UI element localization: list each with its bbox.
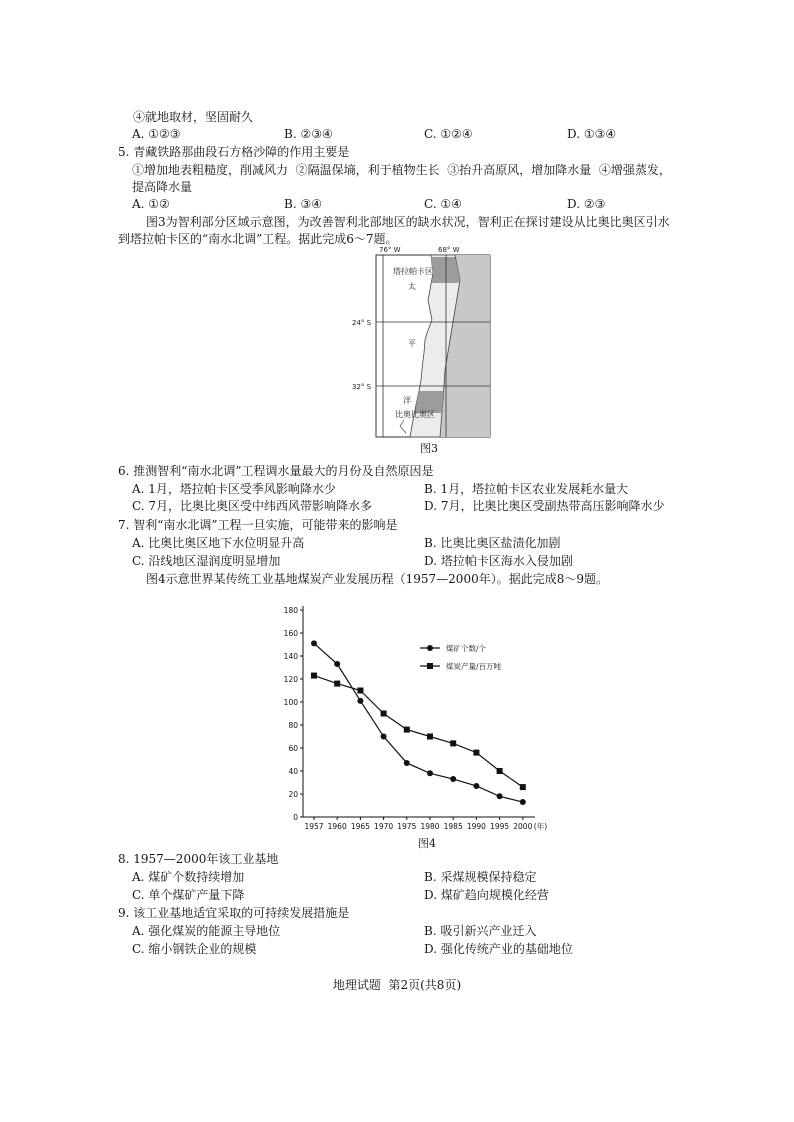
legend-marker — [427, 645, 433, 651]
q5-statements-continued: 提高降水量 — [132, 180, 193, 194]
data-point — [357, 688, 363, 694]
q9-option-b: B. 吸引新兴产业迁入 — [424, 924, 537, 938]
data-point — [334, 661, 340, 667]
q5-option-c: C. ①④ — [424, 197, 462, 211]
q8-option-c: C. 单个煤矿产量下降 — [132, 888, 245, 902]
q6-option-b: B. 1月，塔拉帕卡区农业发展耗水量大 — [424, 482, 629, 496]
data-point — [473, 783, 479, 789]
region-label-tarapaca: 塔拉帕卡区 — [393, 267, 433, 276]
data-point — [520, 799, 526, 805]
y-tick-label: 180 — [283, 606, 298, 615]
legend-label: 煤炭产量/百万吨 — [446, 662, 502, 671]
q5-statements: ①增加地表粗糙度，削减风力 ②隔温保墒，利于植物生长 ③抬升高原风，增加降水量 ④增强蒸发， — [132, 163, 671, 177]
data-point — [311, 640, 317, 646]
y-tick-label: 40 — [288, 767, 298, 776]
coal-industry-line-chart — [270, 598, 570, 836]
fig3-intro-line-1: 图3为智利部分区域示意图，为改善智利北部地区的缺水状况，智利正在探讨建设从比奥比奥区引水 — [146, 215, 670, 229]
q4-option-a: A. ①②③ — [132, 127, 181, 141]
series-line-2 — [314, 676, 523, 788]
page-footer: 地理试题 第2页(共8页) — [332, 978, 462, 992]
q6-option-a: A. 1月，塔拉帕卡区受季风影响降水少 — [132, 482, 336, 496]
y-tick-label: 80 — [288, 721, 298, 730]
ocean-label-char-1: 太 — [408, 282, 416, 291]
q5-option-b: B. ③④ — [284, 197, 322, 211]
x-tick-label: 2000 — [513, 822, 533, 831]
x-tick-label: 1990 — [466, 822, 486, 831]
y-tick-label: 0 — [293, 813, 298, 822]
data-point — [427, 734, 433, 740]
data-point — [450, 740, 456, 746]
data-point — [520, 784, 526, 790]
q8-option-b: B. 采煤规模保持稳定 — [424, 870, 537, 884]
q4-statement: ④就地取材，坚固耐久 — [133, 110, 254, 124]
x-tick-label: 1995 — [490, 822, 510, 831]
latitude-label-32s: 32° S — [352, 383, 372, 391]
q6-option-d: D. 7月，比奥比奥区受副热带高压影响降水少 — [424, 499, 665, 513]
y-tick-label: 140 — [283, 652, 298, 661]
q6-option-c: C. 7月，比奥比奥区受中纬西风带影响降水多 — [132, 499, 373, 513]
x-tick-label: 1960 — [327, 822, 347, 831]
x-axis-label: (年) — [533, 822, 548, 831]
y-tick-label: 100 — [283, 698, 298, 707]
y-tick-label: 160 — [283, 629, 298, 638]
x-tick-label: 1980 — [420, 822, 440, 831]
x-tick-label: 1970 — [374, 822, 394, 831]
q4-option-b: B. ②③④ — [284, 127, 333, 141]
tarapaca-region-area — [431, 257, 460, 283]
y-tick-label: 60 — [288, 744, 298, 753]
q9-option-d: D. 强化传统产业的基础地位 — [424, 942, 573, 956]
q7-option-b: B. 比奥比奥区盐渍化加剧 — [424, 536, 561, 550]
data-point — [497, 793, 503, 799]
latitude-label-24s: 24° S — [352, 319, 372, 327]
q5-stem: 5. 青藏铁路那曲段石方格沙障的作用主要是 — [118, 145, 350, 159]
data-point — [334, 681, 340, 687]
x-tick-label: 1975 — [397, 822, 417, 831]
longitude-label-76w: 76° W — [379, 246, 401, 254]
x-tick-label: 1985 — [443, 822, 463, 831]
fig3-intro-line-2: 到塔拉帕卡区的“南水北调”工程。据此完成6～7题。 — [118, 232, 398, 246]
data-point — [404, 727, 410, 733]
data-point — [381, 711, 387, 717]
chile-region-map — [350, 243, 500, 443]
data-point — [497, 768, 503, 774]
y-tick-label: 120 — [283, 675, 298, 684]
longitude-label-68w: 68° W — [438, 246, 460, 254]
q7-option-c: C. 沿线地区湿润度明显增加 — [132, 554, 281, 568]
y-tick-label: 20 — [288, 790, 298, 799]
q8-stem: 8. 1957—2000年该工业基地 — [118, 852, 279, 866]
q7-stem: 7. 智利“南水北调”工程一旦实施，可能带来的影响是 — [118, 518, 398, 532]
q8-option-d: D. 煤矿趋向规模化经营 — [424, 888, 549, 902]
figure-3-caption: 图3 — [420, 442, 438, 455]
figure-4-intro: 图4示意世界某传统工业基地煤炭产业发展历程（1957—2000年）。据此完成8～9题。 — [146, 572, 608, 586]
q5-option-d: D. ②③ — [567, 197, 606, 211]
q4-option-c: C. ①②④ — [424, 127, 473, 141]
q7-option-a: A. 比奥比奥区地下水位明显升高 — [132, 536, 305, 550]
legend-marker — [427, 663, 433, 669]
ocean-label-char-2: 平 — [408, 339, 416, 348]
q4-option-d: D. ①③④ — [567, 127, 617, 141]
x-tick-label: 1965 — [350, 822, 370, 831]
data-point — [311, 673, 317, 679]
data-point — [357, 698, 363, 704]
q5-option-a: A. ①② — [132, 197, 170, 211]
legend-label: 煤矿个数/个 — [446, 644, 487, 653]
q9-stem: 9. 该工业基地适宜采取的可持续发展措施是 — [118, 906, 350, 920]
q9-option-c: C. 缩小钢铁企业的规模 — [132, 942, 257, 956]
figure-4-caption: 图4 — [418, 837, 436, 850]
data-point — [473, 750, 479, 756]
x-tick-label: 1957 — [304, 822, 324, 831]
data-point — [404, 760, 410, 766]
ocean-label-char-3: 洋 — [403, 396, 411, 405]
region-label-biobio: 比奥比奥区 — [395, 410, 435, 419]
q9-option-a: A. 强化煤炭的能源主导地位 — [132, 924, 281, 938]
q8-option-a: A. 煤矿个数持续增加 — [132, 870, 245, 884]
data-point — [381, 734, 387, 740]
q6-stem: 6. 推测智利“南水北调”工程调水量最大的月份及自然原因是 — [118, 464, 434, 478]
q7-option-d: D. 塔拉帕卡区海水入侵加剧 — [424, 554, 573, 568]
data-point — [450, 776, 456, 782]
data-point — [427, 770, 433, 776]
